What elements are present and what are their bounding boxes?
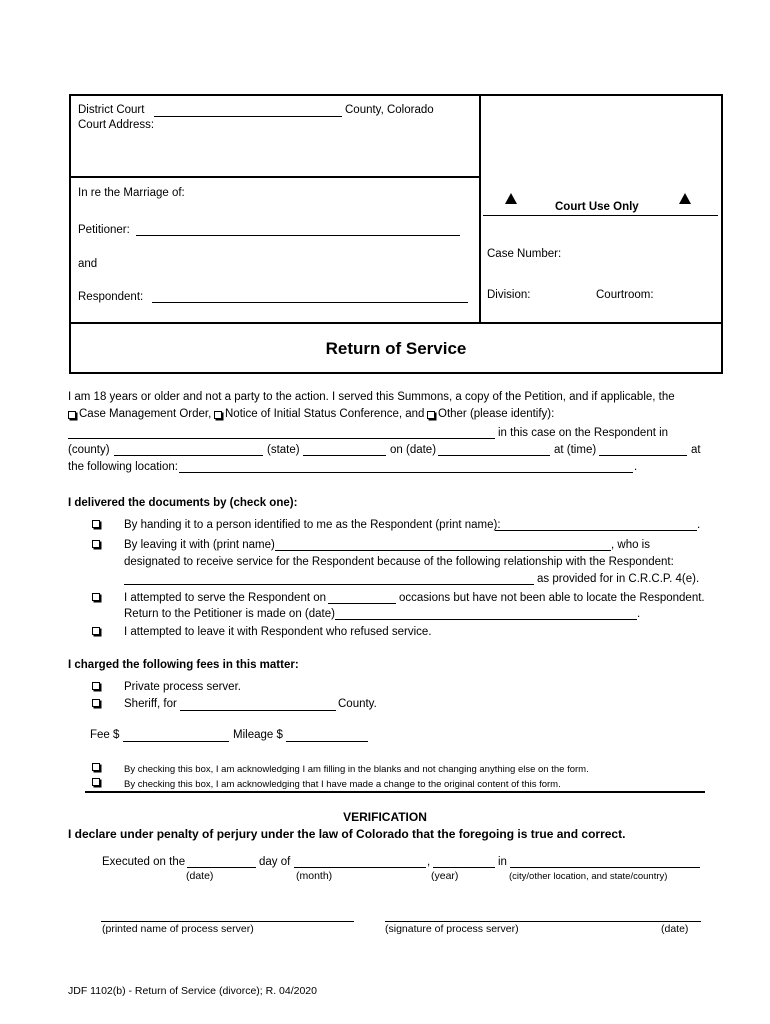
date-caption: (date) [186,870,214,882]
designated-label: designated to receive service for the Respondent because of the following relationship with the Respondent: [124,556,674,568]
private-process-server-label: Private process server. [124,681,241,693]
mileage-label: Mileage $ [233,729,283,741]
up-arrow-icon [505,193,517,204]
respondent-print-name-blank[interactable] [495,530,697,531]
delivery-handing-period: . [697,519,701,531]
executed-month-blank[interactable] [294,867,426,868]
occasions-label: occasions but have not been able to locate the Respondent. [399,592,705,604]
return-date-period: . [637,608,641,620]
in-label: in [498,856,507,868]
court-use-only-label: Court Use Only [555,201,639,213]
occasions-blank[interactable] [328,603,396,604]
case-management-order-label: Case Management Order, [79,408,212,420]
delivery-handing-label: By handing it to a person identified to me as the Respondent (print name): [124,519,501,531]
checkbox-delivery-handing[interactable] [92,520,100,528]
delivery-leaving-label: By leaving it with (print name) [124,539,275,551]
return-date-blank[interactable] [335,619,637,620]
location-period: . [634,461,638,473]
county-blank[interactable] [114,455,263,456]
executed-location-blank[interactable] [510,867,700,868]
who-is-label: , who is [611,539,650,551]
sheriff-county-blank[interactable] [180,710,336,711]
court-use-divider [483,215,718,216]
refused-service-label: I attempted to leave it with Respondent who refused service. [124,626,432,638]
county-colorado-label: County, Colorado [345,104,434,116]
at-label: at [691,444,701,456]
month-caption: (month) [296,870,333,882]
date-blank[interactable] [438,455,550,456]
courtroom-label: Courtroom: [596,289,654,301]
petitioner-blank[interactable] [136,235,460,236]
on-date-label: on (date) [390,444,437,456]
ack-no-changes-label: By checking this box, I am acknowledging I am filling in the blanks and not changing anything else on the form. [124,764,589,775]
other-label: Other (please identify): [438,408,555,420]
signature-line[interactable] [385,921,701,922]
sheriff-county-label: County. [338,698,377,710]
in-re-label: In re the Marriage of: [78,187,185,199]
return-petitioner-label: Return to the Petitioner is made on (date) [124,608,335,620]
ack-divider [85,791,705,793]
checkbox-notice-status-conference[interactable] [214,411,222,419]
court-address-label: Court Address: [78,119,155,131]
executed-day-blank[interactable] [187,867,256,868]
location-label: the following location: [68,461,178,473]
respondent-blank[interactable] [152,302,468,303]
division-label: Division: [487,289,531,301]
leaving-print-name-blank[interactable] [275,550,611,551]
checkbox-delivery-leaving[interactable] [92,540,100,548]
verification-heading: VERIFICATION [343,810,427,824]
county-label: (county) [68,444,110,456]
page-title: Return of Service [325,339,467,358]
fee-label: Fee $ [90,729,120,741]
checkbox-private-process-server[interactable] [92,682,100,690]
relationship-blank[interactable] [124,584,534,585]
at-time-label: at (time) [554,444,597,456]
crcp-label: as provided for in C.R.C.P. 4(e). [537,573,700,585]
signature-date-caption: (date) [661,923,689,935]
printed-name-line[interactable] [101,921,354,922]
ack-changes-label: By checking this box, I am acknowledging that I have made a change to the original content of this form. [124,779,561,790]
delivery-heading: I delivered the documents by (check one): [68,497,298,509]
other-identify-blank[interactable] [68,438,495,439]
case-number-label: Case Number: [487,248,562,260]
state-label: (state) [267,444,300,456]
intro-line1: I am 18 years or older and not a party to the action. I served this Summons, a copy of the Petition, and if applicable, the [68,391,675,403]
petitioner-label: Petitioner: [78,224,130,236]
checkbox-case-management-order[interactable] [68,411,76,419]
checkbox-other[interactable] [427,411,435,419]
checkbox-delivery-refused[interactable] [92,627,100,635]
checkbox-ack-changes[interactable] [92,778,100,786]
year-caption: (year) [431,870,459,882]
district-court-label: District Court [78,104,145,116]
up-arrow-icon [679,193,691,204]
checkbox-delivery-attempted[interactable] [92,593,100,601]
notice-status-conference-label: Notice of Initial Status Conference, and [225,408,425,420]
location-blank[interactable] [179,472,633,473]
executed-on-label: Executed on the [102,856,186,868]
location-caption: (city/other location, and state/country) [509,871,668,882]
district-court-county-blank[interactable] [154,116,342,117]
form-footer: JDF 1102(b) - Return of Service (divorce); R. 04/2020 [68,985,317,997]
executed-year-blank[interactable] [433,867,495,868]
time-blank[interactable] [599,455,687,456]
verification-declaration: I declare under penalty of perjury under the law of Colorado that the foregoing is true and correct. [68,827,626,841]
sheriff-label: Sheriff, for [124,698,177,710]
day-of-label: day of [259,856,291,868]
fee-blank[interactable] [123,741,229,742]
printed-name-caption: (printed name of process server) [102,923,254,935]
mileage-blank[interactable] [286,741,368,742]
month-comma: , [427,856,431,868]
checkbox-ack-no-changes[interactable] [92,763,100,771]
fees-heading: I charged the following fees in this matter: [68,659,299,671]
state-blank[interactable] [303,455,386,456]
respondent-in-label: in this case on the Respondent in [498,427,669,439]
respondent-label: Respondent: [78,291,144,303]
signature-caption: (signature of process server) [385,923,519,935]
and-label: and [78,258,98,270]
checkbox-sheriff[interactable] [92,699,100,707]
attempted-serve-label: I attempted to serve the Respondent on [124,592,327,604]
